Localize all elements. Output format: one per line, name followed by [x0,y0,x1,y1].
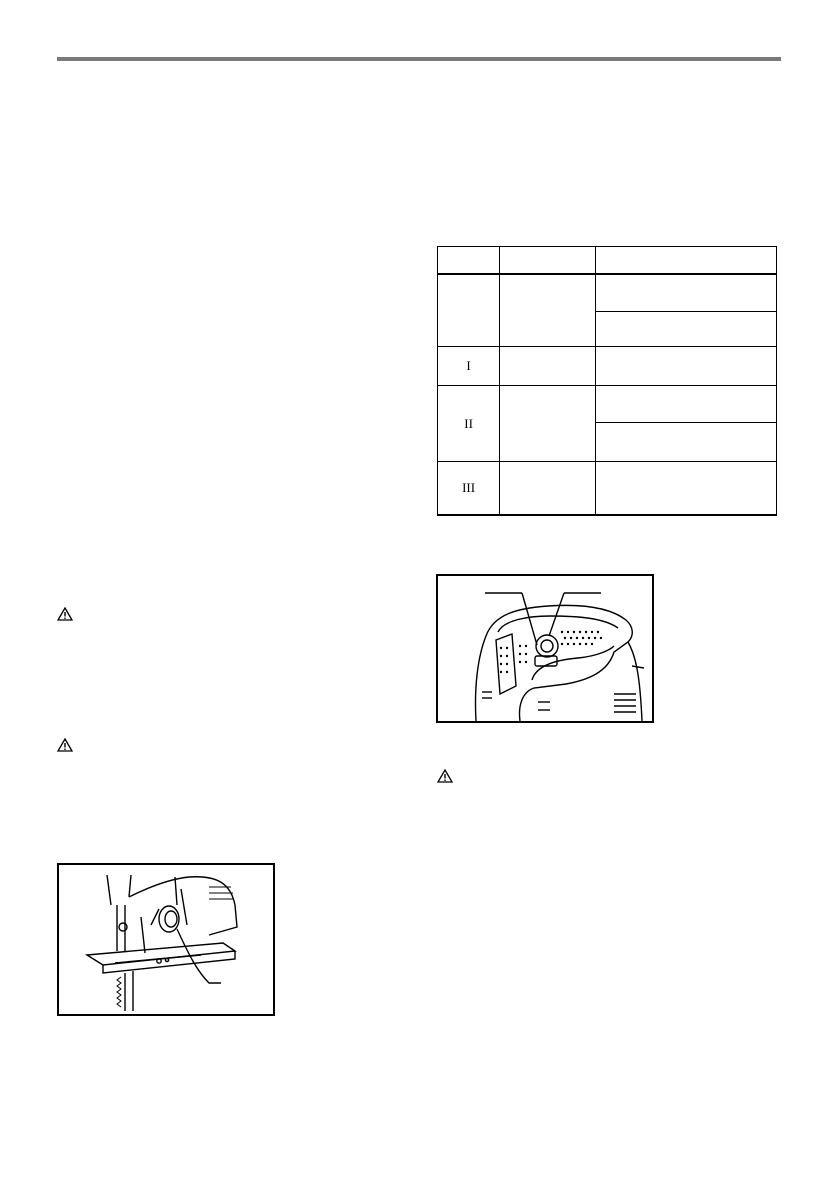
table-row [438,274,777,312]
application-cell [596,423,777,462]
warning-triangle-icon [57,607,73,621]
position-cell [438,274,500,347]
table-row [438,386,777,423]
application-cell [596,274,777,312]
table-header-row [438,247,777,275]
warning-triangle-icon [437,769,453,783]
page-edge-strip [0,1183,839,1191]
orbital-action-table [437,246,777,516]
header-rule [57,57,781,61]
table-header-cell [596,247,777,275]
position-cell: III [438,462,500,516]
table-header-cell [438,247,500,275]
position-cell: I [438,347,500,386]
warning-triangle-icon [57,738,73,752]
cutting-action-cell [500,386,596,462]
orbital-lever-figure [57,863,275,1016]
table-row [438,462,777,516]
cutting-action-cell [500,462,596,516]
application-cell [596,347,777,386]
application-cell [596,312,777,347]
cutting-action-cell [500,274,596,347]
position-cell: II [438,386,500,462]
table-header-cell [500,247,596,275]
application-cell [596,462,777,516]
application-cell [596,386,777,423]
table-row [438,347,777,386]
switch-lock-figure [436,574,654,723]
cutting-action-cell [500,347,596,386]
